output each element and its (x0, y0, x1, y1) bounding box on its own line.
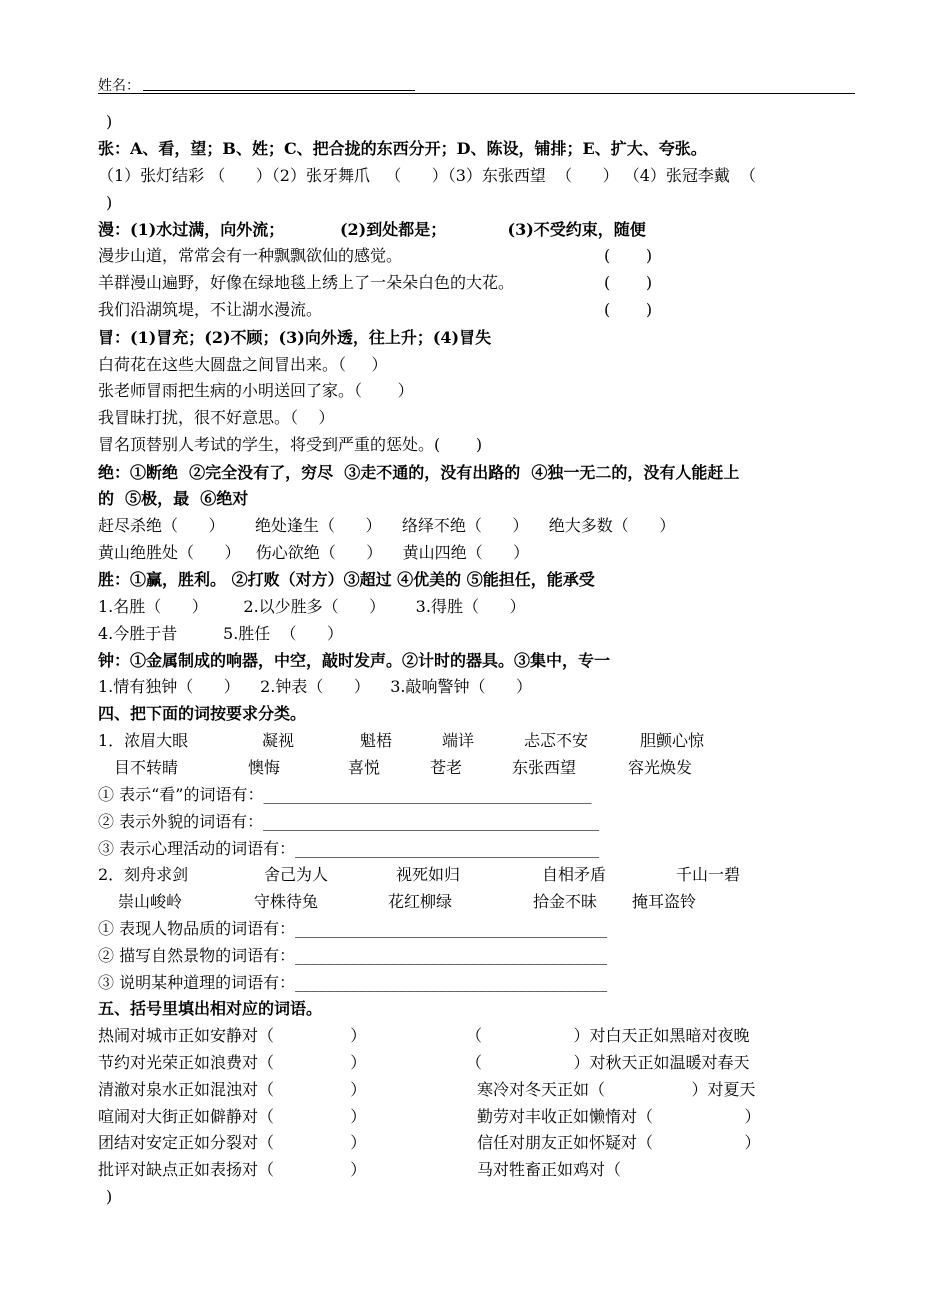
text-line: 2．刻舟求剑 (98, 865, 189, 884)
text-line: （1）张灯结彩 （ ）（2）张牙舞爪 （ ）（3）东张西望 （ ） （4）张冠李戴 （ (98, 166, 757, 185)
text-line: 漫步山道，常常会有一种飘飘欲仙的感觉。 (98, 246, 403, 265)
section-heading: 冒：(1)冒充；(2)不顾；(3)向外透，往上升；(4)冒失 (98, 328, 492, 347)
text-line: 1.情有独钟（ ） 2.钟表（ ） 3.敲响警钟（ ） (98, 677, 533, 696)
text-line: ) (106, 193, 113, 212)
text-line: ) (106, 112, 113, 131)
text-line: （ ）对秋天正如温暖对春天 (466, 1053, 750, 1072)
text-line: 舍己为人 (264, 865, 329, 884)
text-line: 自相矛盾 (542, 865, 607, 884)
text-line: 喜悦 (348, 758, 381, 777)
text-line: 掩耳盗铃 (632, 892, 697, 911)
text-line: ② 描写自然景物的词语有：_______________________________________ (98, 946, 608, 965)
name-label: 姓名： (98, 78, 140, 94)
text-line: 目不转睛 (114, 758, 179, 777)
text-line: 节约对光荣正如浪费对（ ） (98, 1053, 367, 1072)
text-line: 守株待兔 (254, 892, 319, 911)
text-line: 团结对安定正如分裂对（ ） (98, 1133, 367, 1152)
text-line: ( ) (604, 273, 653, 292)
header-rule (98, 93, 855, 94)
text-line: ) (106, 1187, 113, 1206)
text-line: 我冒昧打扰，很不好意思。（ ） (98, 408, 335, 427)
text-line: 1.名胜（ ） 2.以少胜多（ ） 3.得胜（ ） (98, 597, 526, 616)
text-line: 冒名顶替别人考试的学生，将受到严重的惩处。( ) (98, 435, 483, 454)
text-line: 张老师冒雨把生病的小明送回了家。（ ） (98, 381, 414, 400)
text-line: 苍老 (430, 758, 463, 777)
section-heading: 五、括号里填出相对应的词语。 (98, 999, 323, 1018)
text-line: 清澈对泉水正如混浊对（ ） (98, 1080, 367, 1099)
text-line: 羊群漫山遍野，好像在绿地毯上绣上了一朵朵白色的大花。 (98, 273, 515, 292)
section-heading: 钟：①金属制成的响器，中空，敲时发声。②计时的器具。③集中，专一 (98, 651, 611, 670)
text-line: 1．浓眉大眼 (98, 731, 189, 750)
text-line: 懊悔 (248, 758, 281, 777)
text-line: 花红柳绿 (388, 892, 453, 911)
text-line: ③ 说明某种道理的词语有：_______________________________________ (98, 973, 608, 992)
text-line: 容光焕发 (628, 758, 693, 777)
text-line: 白荷花在这些大圆盘之间冒出来。（ ） (98, 355, 388, 374)
text-line: 忐忑不安 (524, 731, 589, 750)
text-line: 马对牲畜正如鸡对（ (477, 1160, 622, 1179)
text-line: 寒冷对冬天正如（ ）对夏天 (477, 1080, 756, 1099)
text-line: 热闹对城市正如安静对（ ） (98, 1026, 367, 1045)
text-line: 东张西望 (512, 758, 577, 777)
text-line: 批评对缺点正如表扬对（ ） (98, 1160, 367, 1179)
text-line: 视死如归 (396, 865, 461, 884)
text-line: 勤劳对丰收正如懒惰对（ ） (477, 1107, 761, 1126)
section-heading: 张：A、看，望；B、姓；C、把合拢的东西分开；D、陈设，铺排；E、扩大、夸张。 (98, 139, 707, 158)
section-heading: 胜：①赢，胜利。 ②打败（对方）③超过 ④优美的 ⑤能担任，能承受 (98, 570, 595, 589)
text-line: （ ）对白天正如黑暗对夜晚 (466, 1026, 750, 1045)
text-line: 胆颤心惊 (640, 731, 705, 750)
name-blank[interactable] (143, 90, 415, 91)
text-line: 崇山峻岭 (118, 892, 183, 911)
text-line: ① 表现人物品质的词语有：_______________________________________ (98, 919, 608, 938)
section-heading: 绝：①断绝 ②完全没有了，穷尽 ③走不通的，没有出路的 ④独一无二的，没有人能赶上 (98, 463, 740, 482)
section-heading: 四、把下面的词按要求分类。 (98, 704, 307, 723)
text-line: ③ 表示心理活动的词语有：______________________________________ (98, 839, 600, 858)
text-line: 拾金不昧 (533, 892, 598, 911)
section-heading: 的 ⑤极，最 ⑥绝对 (98, 489, 249, 508)
text-line: 4.今胜于昔 5.胜任 （ ） (98, 624, 343, 643)
text-line: 黄山绝胜处（ ） 伤心欲绝（ ） 黄山四绝（ ） (98, 543, 530, 562)
text-line: ② 表示外貌的词语有：__________________________________________ (98, 812, 600, 831)
text-line: 魁梧 (360, 731, 393, 750)
text-line: 端详 (442, 731, 475, 750)
text-line: ( ) (604, 246, 653, 265)
text-line: 信任对朋友正如怀疑对（ ） (477, 1133, 761, 1152)
text-line: 赶尽杀绝（ ） 绝处逢生（ ） 络绎不绝（ ） 绝大多数（ ） (98, 516, 676, 535)
text-line: ( ) (604, 300, 653, 319)
text-line: 我们沿湖筑堤，不让湖水漫流。 (98, 300, 323, 319)
text-line: ① 表示“看”的词语有：_________________________________________ (98, 785, 592, 804)
section-heading: 漫：(1)水过满，向外流； (2)到处都是； (3)不受约束，随便 (98, 220, 646, 239)
text-line: 喧闹对大街正如僻静对（ ） (98, 1107, 367, 1126)
text-line: 凝视 (262, 731, 295, 750)
text-line: 千山一碧 (676, 865, 741, 884)
